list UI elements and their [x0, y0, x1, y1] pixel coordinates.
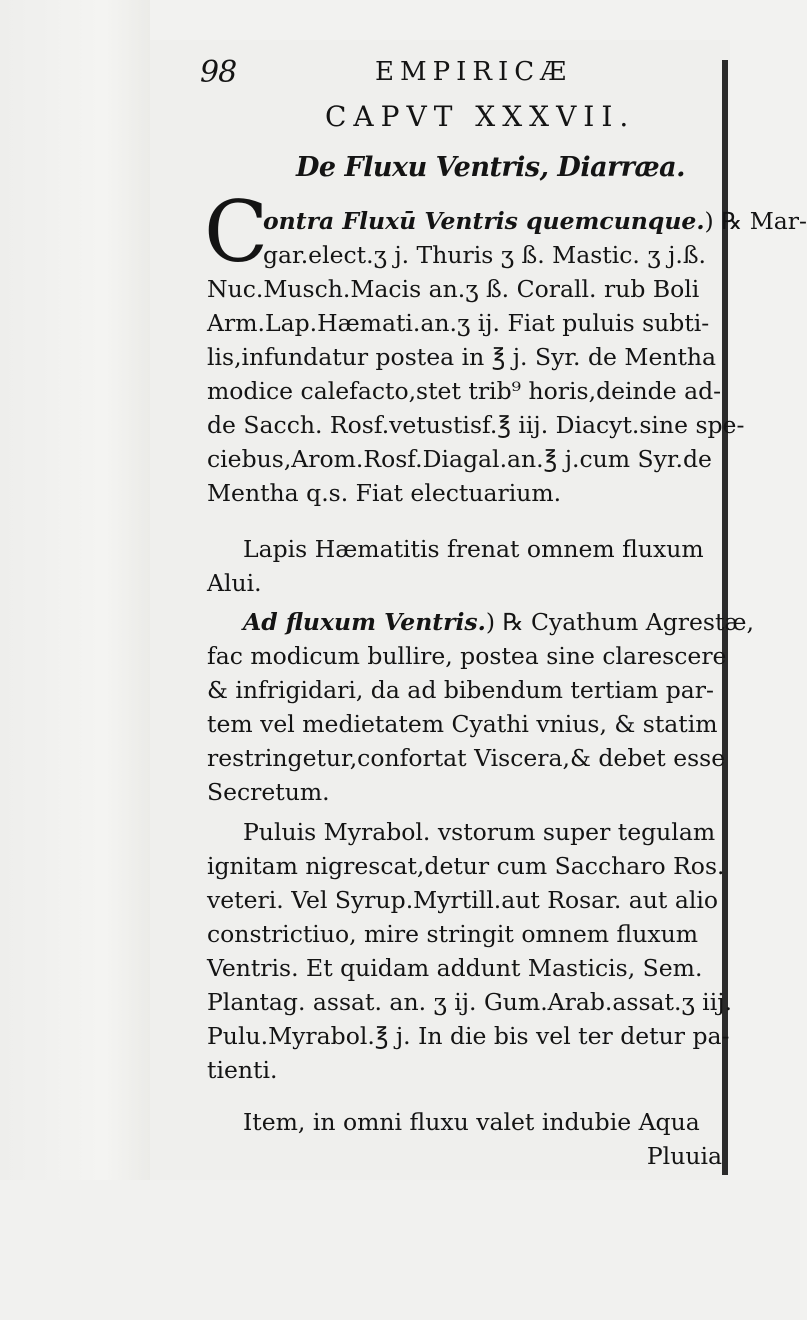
paragraph-3: [207, 605, 754, 809]
text-line: Arm.Lap.Hæmati.an.ʒ ij. Fiat puluis subti-: [207, 309, 710, 337]
text-line: tem vel medietatem Cyathi vnius, & statim: [207, 710, 718, 738]
text-span: ) ℞ Mar-: [704, 207, 807, 235]
text-line: veteri. Vel Syrup.Myrtill.aut Rosar. aut alio: [207, 886, 719, 914]
chapter-title: CAPVT XXXVII.: [325, 100, 636, 133]
text-line: de Sacch. Rosf.vetustisf.℥ iij. Diacyt.sine spe-: [207, 411, 745, 439]
text-line: Secretum.: [207, 778, 330, 806]
scan-background-bottom: [0, 1180, 800, 1320]
text-line: tienti.: [207, 1056, 278, 1084]
text-line: lis,infundatur postea in ℥ j. Syr. de Mentha: [207, 343, 717, 371]
text-line: Pulu.Myrabol.℥ j. In die bis vel ter detur pa-: [207, 1022, 730, 1050]
paragraph-2: [207, 532, 727, 600]
text-line: [207, 204, 807, 238]
drop-cap: C: [204, 183, 269, 281]
text-line: [207, 605, 754, 639]
text-line: fac modicum bullire, postea sine clarescere: [207, 642, 727, 670]
recipe-heading: ontra Fluxū Ventris quemcunque.: [263, 207, 705, 235]
text-line: ignitam nigrescat,detur cum Saccharo Ros.: [207, 852, 725, 880]
running-title: EMPIRICÆ: [375, 57, 573, 87]
text-line: gar.elect.ʒ j. Thuris ʒ ß. Mastic. ʒ j.ß.: [263, 241, 706, 269]
text-line: & infrigidari, da ad bibendum tertiam par-: [207, 676, 714, 704]
text-line: ciebus,Arom.Rosf.Diagal.an.℥ j.cum Syr.de: [207, 445, 712, 473]
scan-background-left: [0, 0, 150, 1320]
text-line: Ventris. Et quidam addunt Masticis, Sem.: [207, 954, 703, 982]
text-line: restringetur,confortat Viscera,& debet esse: [207, 744, 726, 772]
text-line: Plantag. assat. an. ʒ ij. Gum.Arab.assat.ʒ iij.: [207, 988, 732, 1016]
page-header: [200, 55, 720, 95]
text-line: modice calefacto,stet trib⁹ horis,deinde ad-: [207, 377, 722, 405]
text-span: ) ℞ Cyathum Agrestæ,: [485, 608, 754, 636]
paragraph-1: [207, 204, 807, 510]
catchword: Pluuia: [646, 1142, 722, 1170]
text-line: Puluis Myrabol. vstorum super tegulam: [243, 818, 716, 846]
text-line: Mentha q.s. Fiat electuarium.: [207, 479, 562, 507]
paragraph-5: [207, 1105, 727, 1173]
text-line: Item, in omni fluxu valet indubie Aqua: [243, 1108, 700, 1136]
text-line: Alui.: [207, 569, 262, 597]
text-line: Lapis Hæmatitis frenat omnem fluxum: [243, 535, 704, 563]
recipe-heading: Ad fluxum Ventris.: [243, 608, 486, 636]
chapter-subtitle: De Fluxu Ventris, Diarræa.: [296, 152, 686, 183]
page-number: 98: [200, 55, 237, 90]
text-line: Nuc.Musch.Macis an.ʒ ß. Corall. rub Boli: [207, 275, 700, 303]
paragraph-4: [207, 815, 732, 1087]
text-line: constrictiuo, mire stringit omnem fluxum: [207, 920, 699, 948]
